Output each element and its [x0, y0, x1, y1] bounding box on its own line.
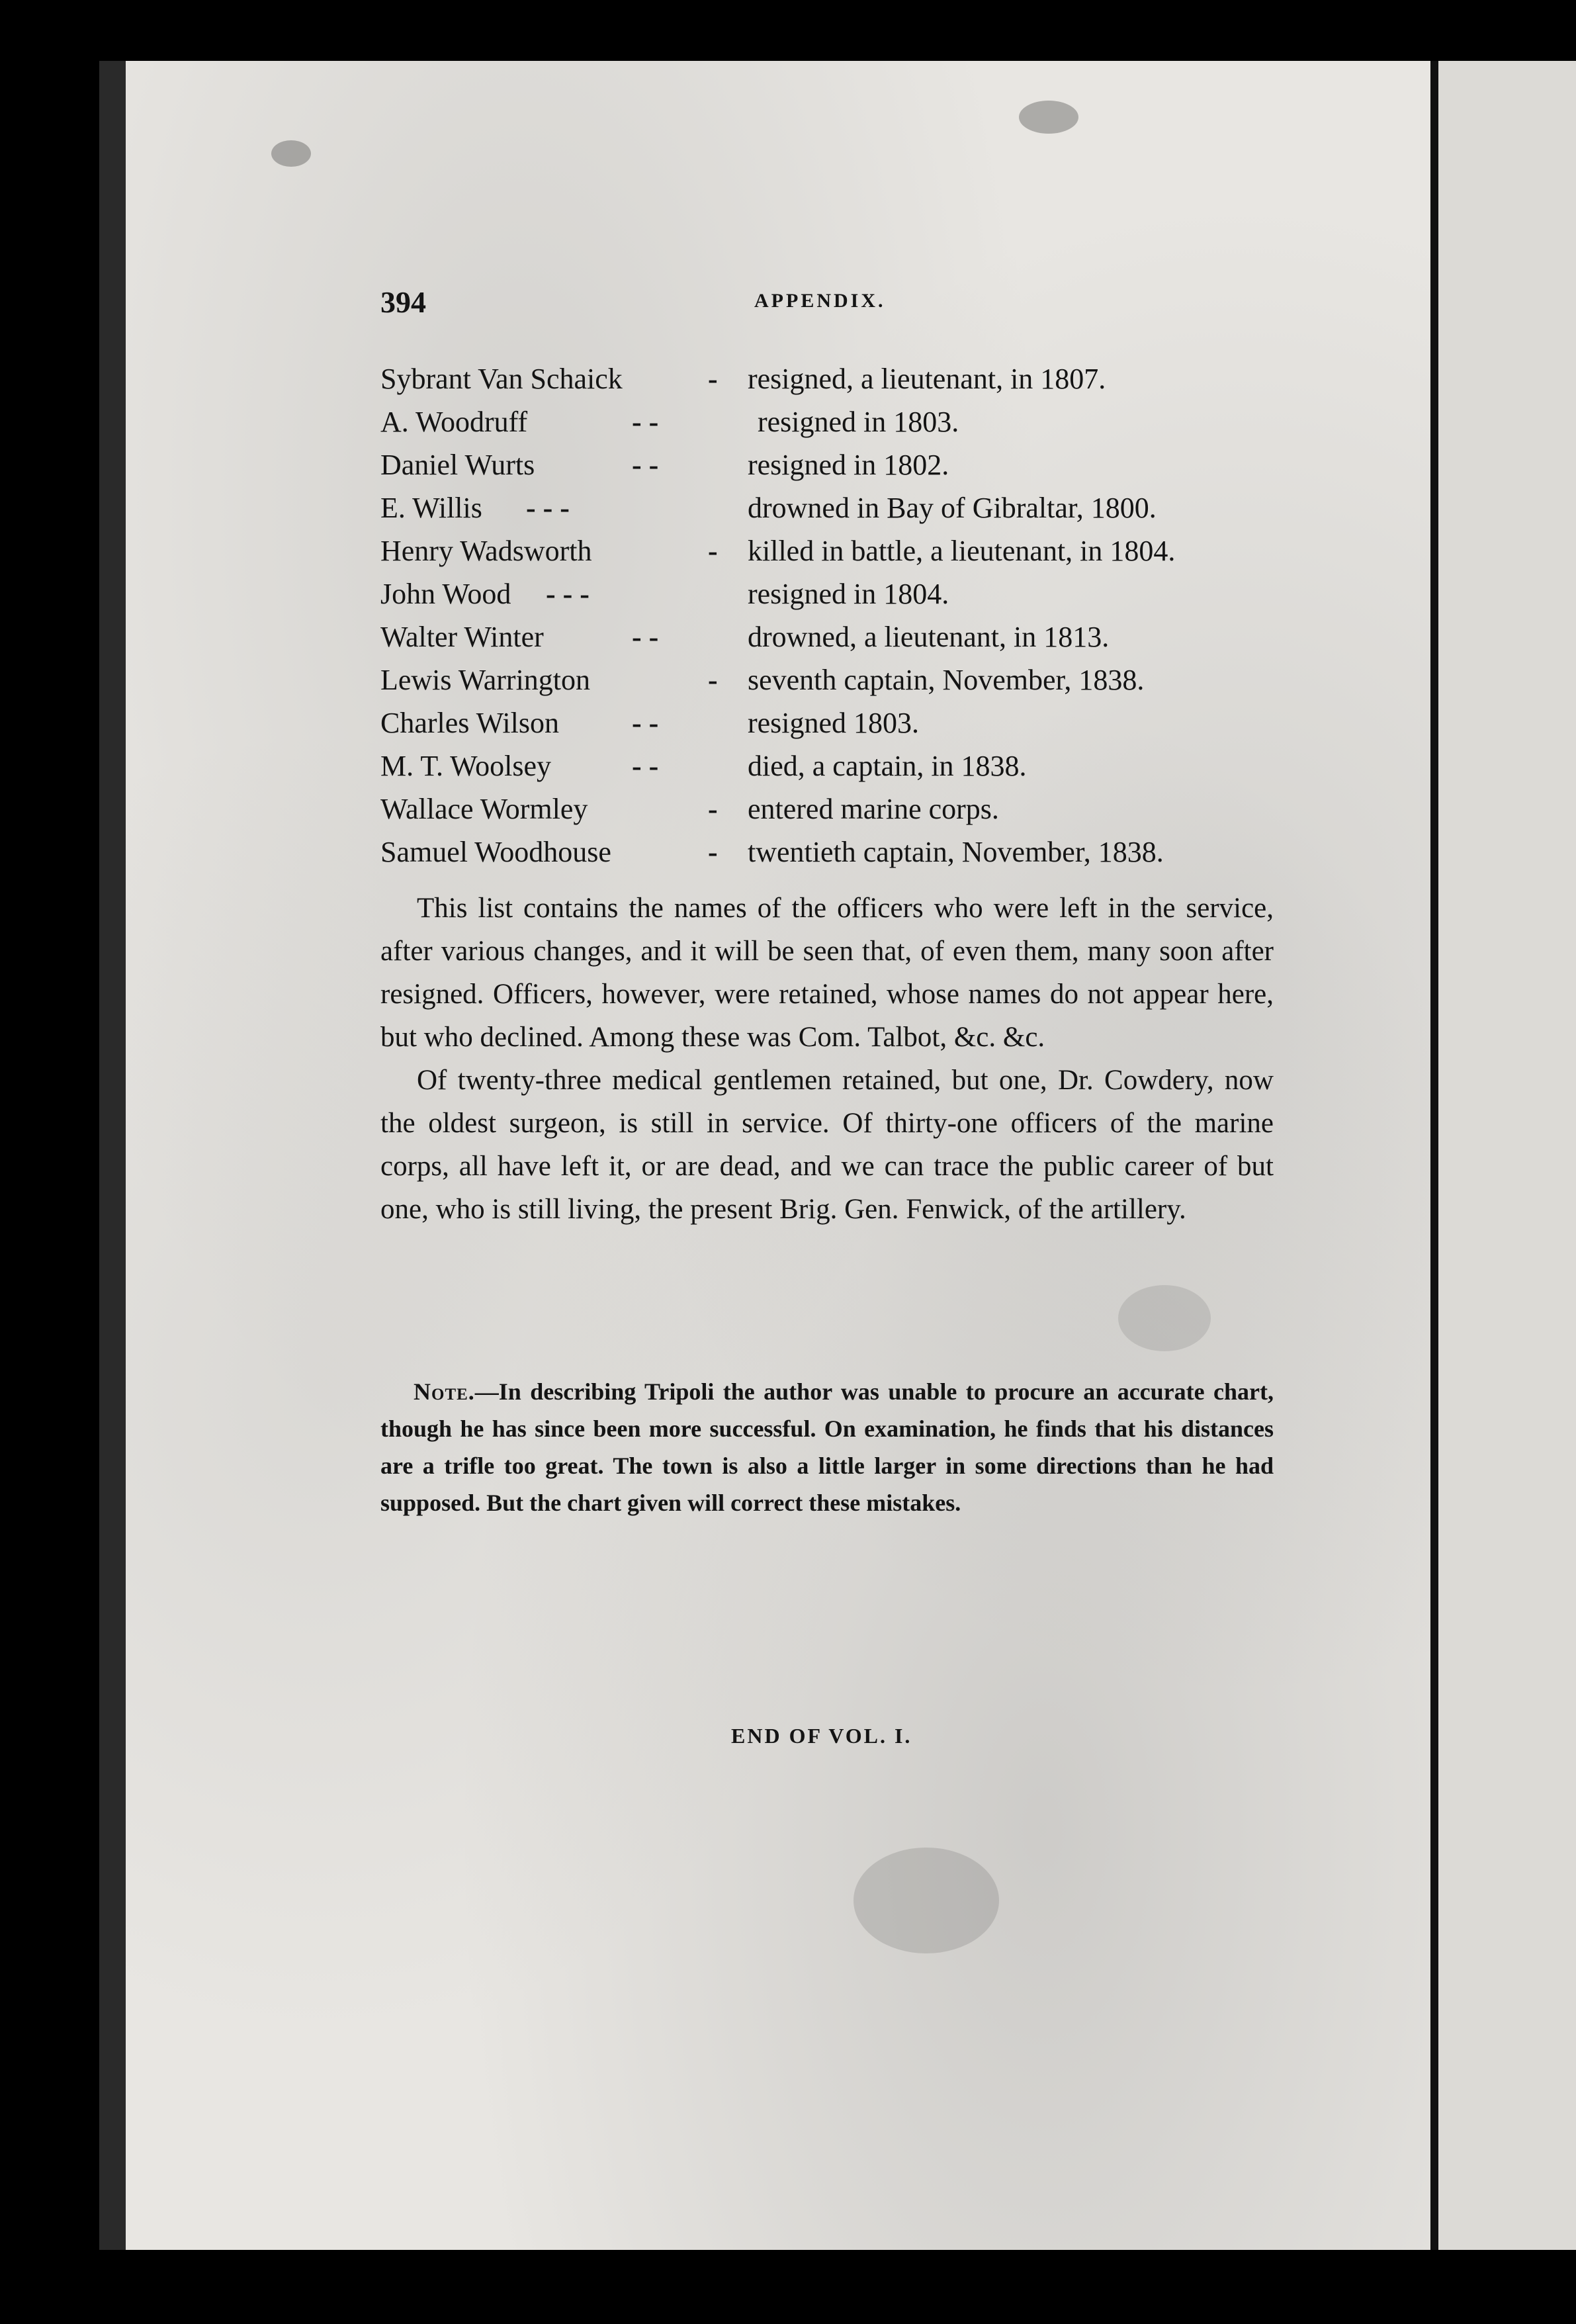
- leader-dashes: - -: [632, 707, 659, 739]
- officer-fate: entered marine corps.: [748, 793, 999, 825]
- officer-fate: resigned in 1803.: [758, 406, 959, 438]
- officer-name: Samuel Woodhouse: [380, 836, 611, 868]
- officer-row: [380, 658, 1307, 701]
- leader-dashes: - -: [632, 750, 659, 782]
- leader-dashes: -: [708, 664, 718, 696]
- officer-row: [380, 572, 1307, 615]
- officer-fate: seventh captain, November, 1838.: [748, 664, 1145, 696]
- officer-row: [380, 830, 1307, 873]
- officer-name: M. T. Woolsey: [380, 750, 552, 782]
- leader-dashes: -: [708, 363, 718, 395]
- officer-name: Lewis Warrington: [380, 664, 591, 696]
- officer-fate: resigned, a lieutenant, in 1807.: [748, 363, 1106, 395]
- end-of-volume: END OF VOL. I.: [731, 1724, 912, 1748]
- officer-fate: drowned, a lieutenant, in 1813.: [748, 621, 1110, 653]
- officer-row: [380, 443, 1307, 486]
- running-head: [380, 285, 1270, 324]
- officer-name: E. Willis: [380, 492, 482, 524]
- officer-row: [380, 615, 1307, 658]
- officer-fate: killed in battle, a lieutenant, in 1804.: [748, 535, 1176, 567]
- page-number: 394: [380, 285, 426, 319]
- leader-dashes: - -: [632, 406, 659, 438]
- officer-name: John Wood: [380, 578, 511, 610]
- officer-row: [380, 486, 1307, 529]
- officer-row: [380, 744, 1307, 787]
- leader-dashes: - - -: [546, 578, 590, 610]
- leader-dashes: -: [708, 793, 718, 825]
- officer-fate: died, a captain, in 1838.: [748, 750, 1027, 782]
- officer-name: Charles Wilson: [380, 707, 559, 739]
- officer-row: [380, 529, 1307, 572]
- officer-fate: resigned 1803.: [748, 707, 920, 739]
- officer-name: Sybrant Van Schaick: [380, 363, 623, 395]
- officer-fate: resigned in 1804.: [748, 578, 949, 610]
- leader-dashes: - - -: [526, 492, 570, 524]
- officer-name: A. Woodruff: [380, 406, 528, 438]
- officer-fate: twentieth captain, November, 1838.: [748, 836, 1164, 868]
- officer-row: [380, 787, 1307, 830]
- paragraph: This list contains the names of the officers who were left in the service, after various changes, and it will be seen that, of even them, many soon after resigned. Officers, however, were retained, whose names do not appear here, but who declined. Among these was Com. Talbot, &c. &c.: [380, 893, 1274, 1053]
- officer-row: [380, 701, 1307, 744]
- officer-row: [380, 400, 1307, 443]
- officer-fate: resigned in 1802.: [748, 449, 949, 481]
- officer-name: Walter Winter: [380, 621, 544, 653]
- running-title: APPENDIX.: [754, 290, 886, 312]
- leader-dashes: - -: [632, 449, 659, 481]
- officer-row: [380, 357, 1307, 400]
- note-text: —In describing Tripoli the author was unable to procure an accurate chart, though he has since been more successful. On examination, he finds that his distances are a trifle too great. The town is also a little larger in some directions than he had supposed. But the chart given will correct these mistakes.: [380, 1378, 1274, 1516]
- officer-name: Wallace Wormley: [380, 793, 588, 825]
- leader-dashes: -: [708, 535, 718, 567]
- paragraph: Of twenty-three medical gentlemen retained, but one, Dr. Cowdery, now the oldest surgeon, is still in service. Of thirty-one officers of the marine corps, all have left it, or are dead, and we can trace the public career of but one, who is still living, the present Brig. Gen. Fenwick, of the artillery.: [380, 1065, 1274, 1225]
- footnote: [380, 1373, 1274, 1521]
- note-label: Note.: [414, 1378, 475, 1405]
- leader-dashes: -: [708, 836, 718, 868]
- officer-list: [380, 357, 1307, 873]
- body-text: [380, 887, 1274, 1231]
- leader-dashes: - -: [632, 621, 659, 653]
- officer-name: Daniel Wurts: [380, 449, 535, 481]
- officer-name: Henry Wadsworth: [380, 535, 592, 567]
- note-paragraph: [380, 1373, 1274, 1521]
- officer-fate: drowned in Bay of Gibraltar, 1800.: [748, 492, 1157, 524]
